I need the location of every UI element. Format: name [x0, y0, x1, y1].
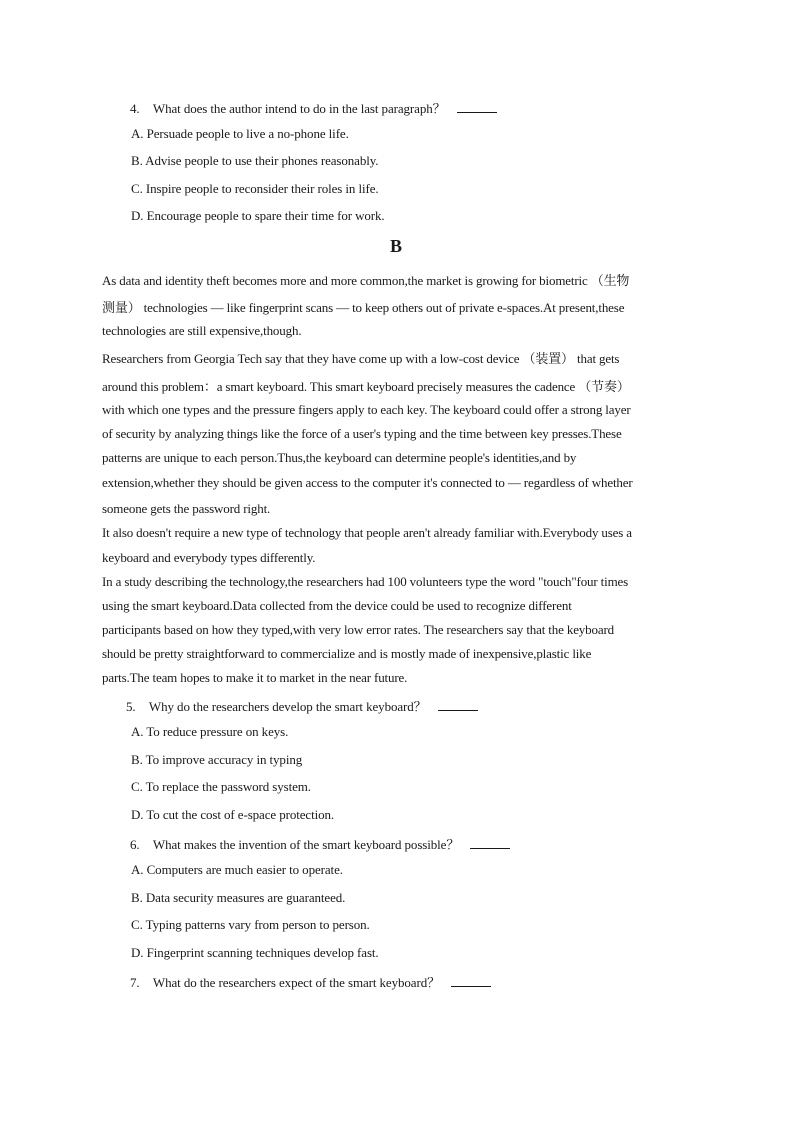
option-letter: C. [131, 779, 143, 794]
passage-line: participants based on how they typed,with very low error rates. The researchers say that the keyboard [102, 622, 615, 637]
option-text: To cut the cost of e-space protection. [146, 807, 335, 822]
option-letter: B. [131, 752, 143, 767]
q5-option-d[interactable] [131, 807, 334, 823]
passage-line: someone gets the password right. [102, 501, 271, 516]
q4-option-a[interactable] [131, 126, 349, 142]
passage-line: 测量） technologies — like fingerprint scans — to keep others out of private e-spaces.At present,these [102, 300, 625, 315]
option-text: Fingerprint scanning techniques develop fast. [146, 945, 379, 960]
option-letter: C. [131, 917, 143, 932]
option-text: Inspire people to reconsider their roles in life. [145, 181, 379, 196]
question-number: 4. [130, 101, 140, 116]
option-text: Advise people to use their phones reasonably. [145, 153, 379, 168]
option-letter: B. [131, 890, 143, 905]
option-letter: A. [131, 126, 144, 141]
q6-option-b[interactable] [131, 890, 345, 906]
q6-option-d[interactable] [131, 945, 379, 961]
passage-line: keyboard and everybody types differently. [102, 550, 316, 565]
question-4 [130, 98, 497, 117]
answer-blank[interactable] [470, 837, 510, 849]
passage-line: using the smart keyboard.Data collected from the device could be used to recognize different [102, 598, 572, 613]
option-letter: B. [131, 153, 143, 168]
question-text: What do the researchers expect of the smart keyboard？ [152, 975, 440, 990]
option-letter: A. [131, 862, 144, 877]
q5-option-b[interactable] [131, 752, 302, 768]
option-letter: A. [131, 724, 144, 739]
option-letter: D. [131, 208, 144, 223]
option-text: Persuade people to live a no-phone life. [146, 126, 349, 141]
option-letter: D. [131, 807, 144, 822]
q5-option-a[interactable] [131, 724, 288, 740]
section-heading: B [390, 236, 403, 256]
answer-blank[interactable] [438, 699, 478, 711]
q6-option-c[interactable] [131, 917, 370, 933]
passage-line: around this problem：a smart keyboard. This smart keyboard precisely measures the cadence （节奏） [102, 379, 630, 394]
q4-option-b[interactable] [131, 153, 378, 169]
q4-option-d[interactable] [131, 208, 385, 224]
passage-line: should be pretty straightforward to commercialize and is mostly made of inexpensive,plastic like [102, 646, 592, 661]
q4-option-c[interactable] [131, 181, 379, 197]
passage-line: with which one types and the pressure fingers apply to each key. The keyboard could offer a strong layer [102, 402, 631, 417]
passage-line: Researchers from Georgia Tech say that they have come up with a low-cost device （装置） that gets [102, 351, 620, 366]
question-7 [130, 972, 491, 991]
option-text: To reduce pressure on keys. [146, 724, 289, 739]
option-text: To replace the password system. [145, 779, 311, 794]
question-5 [126, 696, 478, 715]
option-text: To improve accuracy in typing [145, 752, 303, 767]
question-number: 7. [130, 975, 140, 990]
passage-line: It also doesn't require a new type of technology that people aren't already familiar with.Everybody uses a [102, 525, 632, 540]
passage-line: patterns are unique to each person.Thus,the keyboard can determine people's identities,and by [102, 450, 577, 465]
option-letter: C. [131, 181, 143, 196]
question-text: Why do the researchers develop the smart keyboard？ [148, 699, 427, 714]
question-number: 5. [126, 699, 136, 714]
passage-line: parts.The team hopes to make it to market in the near future. [102, 670, 408, 685]
q6-option-a[interactable] [131, 862, 343, 878]
question-number: 6. [130, 837, 140, 852]
option-text: Typing patterns vary from person to person. [145, 917, 370, 932]
question-text: What does the author intend to do in the last paragraph？ [152, 101, 446, 116]
option-letter: D. [131, 945, 144, 960]
option-text: Data security measures are guaranteed. [145, 890, 346, 905]
q5-option-c[interactable] [131, 779, 311, 795]
option-text: Encourage people to spare their time for work. [146, 208, 385, 223]
option-text: Computers are much easier to operate. [146, 862, 343, 877]
question-text: What makes the invention of the smart keyboard possible？ [152, 837, 460, 852]
passage-line: technologies are still expensive,though. [102, 323, 302, 338]
passage-line: extension,whether they should be given access to the computer it's connected to — regardless of whether [102, 475, 633, 490]
passage-line: As data and identity theft becomes more and more common,the market is growing for biometric （生物 [102, 273, 630, 288]
answer-blank[interactable] [457, 101, 497, 113]
passage-line: In a study describing the technology,the researchers had 100 volunteers type the word "touch"four times [102, 574, 629, 589]
question-6 [130, 834, 510, 853]
passage-line: of security by analyzing things like the force of a user's typing and the time between key presses.These [102, 426, 622, 441]
answer-blank[interactable] [451, 975, 491, 987]
